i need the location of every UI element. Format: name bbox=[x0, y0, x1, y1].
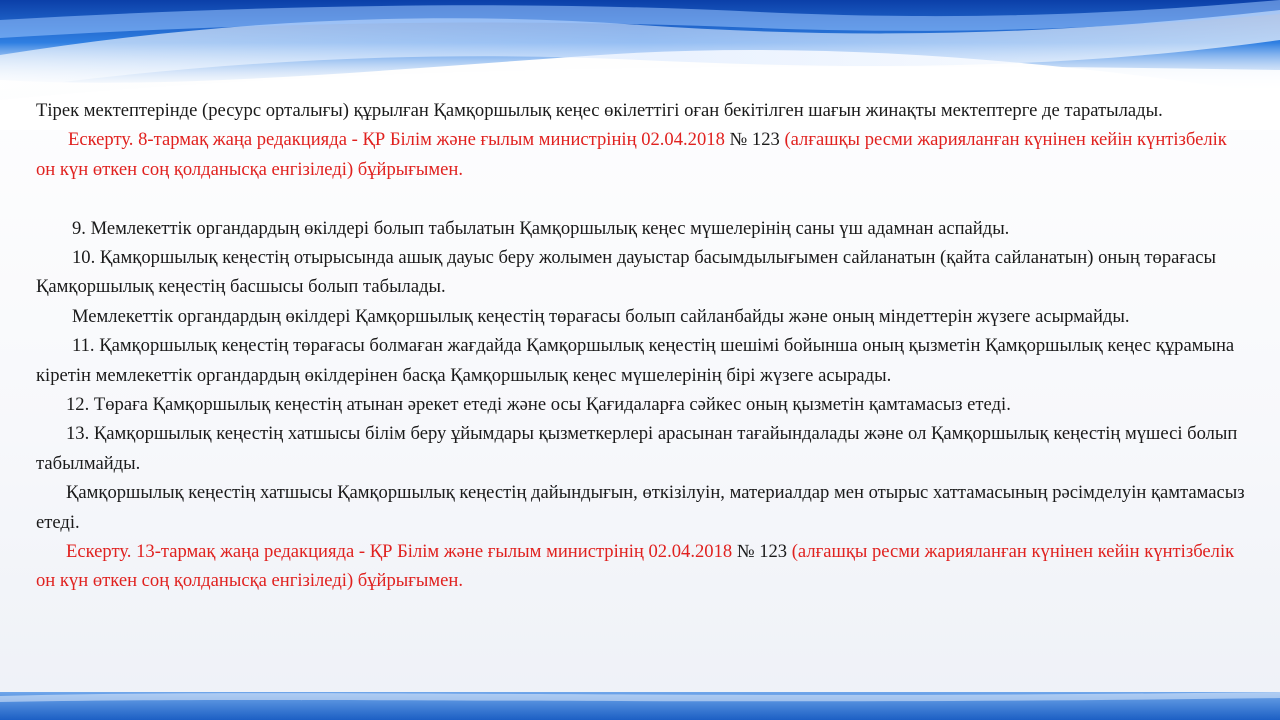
paragraph-11: 11. Қамқоршылық кеңестің төрағасы болмаған жағдайда Қамқоршылық кеңестің шешімі бойынша оның қызметін Қамқоршылық кеңес құрамына кіретін мемлекеттік органдардың өкілдерінен басқа Қамқоршылық кеңес мүшелерінің бірі жүзеге асырады. bbox=[36, 335, 1235, 386]
paragraph-10-cont: Мемлекеттік органдардың өкілдері Қамқоршылық кеңестің төрағасы болып сайланбайды және оның міндеттерін жүзеге асырмайды. bbox=[72, 305, 1130, 327]
note-8-number: № 123 bbox=[729, 129, 780, 151]
document-body bbox=[36, 96, 1248, 596]
paragraph-12: 12. Төраға Қамқоршылық кеңестің атынан әрекет етеді және осы Қағидаларға сәйкес оның қызметін қамтамасыз етеді. bbox=[66, 394, 1011, 416]
paragraph-10: 10. Қамқоршылық кеңестің отырысында ашық дауыс беру жолымен дауыстар басымдылығымен сайланатын (қайта сайланатын) оның төрағасы Қамқоршылық кеңестің басшысы болып табылады. bbox=[36, 247, 1217, 298]
spacer bbox=[36, 184, 1248, 213]
note-13-lead: Ескерту. 13-тармақ жаңа редакцияда - ҚР Білім және ғылым министрінің 02.04.2018 bbox=[66, 541, 737, 563]
bottom-wave-bar bbox=[0, 686, 1280, 720]
note-13-tail: (алғашқы ресми жарияланған күнінен кейін күнтізбелік он күн өткен соң қолданысқа енгізіледі) бұйрығымен. bbox=[36, 541, 1235, 592]
note-8-lead: Ескерту. 8-тармақ жаңа редакцияда - ҚР Білім және ғылым министрінің 02.04.2018 bbox=[68, 129, 730, 151]
paragraph-support-schools: Тірек мектептерінде (ресурс орталығы) құрылған Қамқоршылық кеңес өкілеттігі оған бекітілген шағын жинақты мектептерге де таратылады. bbox=[36, 100, 1163, 121]
paragraph-13-cont: Қамқоршылық кеңестің хатшысы Қамқоршылық кеңестің дайындығын, өткізілуін, материалдар мен отырыс хаттамасының рәсімделуін қамтамасыз етеді. bbox=[36, 482, 1245, 533]
note-8-tail: (алғашқы ресми жарияланған күнінен кейін күнтізбелік он күн өткен соң қолданысқа енгізіледі) бұйрығымен. bbox=[36, 129, 1227, 180]
paragraph-13: 13. Қамқоршылық кеңестің хатшысы білім беру ұйымдары қызметкерлері арасынан тағайындалады және ол Қамқоршылық кеңестің мүшесі болып табылмайды. bbox=[36, 423, 1238, 474]
amendment-note-13 bbox=[36, 537, 1248, 596]
amendment-note-8 bbox=[36, 125, 1248, 184]
paragraph-9: 9. Мемлекеттік органдардың өкілдері болып табылатын Қамқоршылық кеңес мүшелерінің саны үш адамнан аспайды. bbox=[72, 217, 1010, 239]
note-13-number: № 123 bbox=[736, 541, 788, 563]
